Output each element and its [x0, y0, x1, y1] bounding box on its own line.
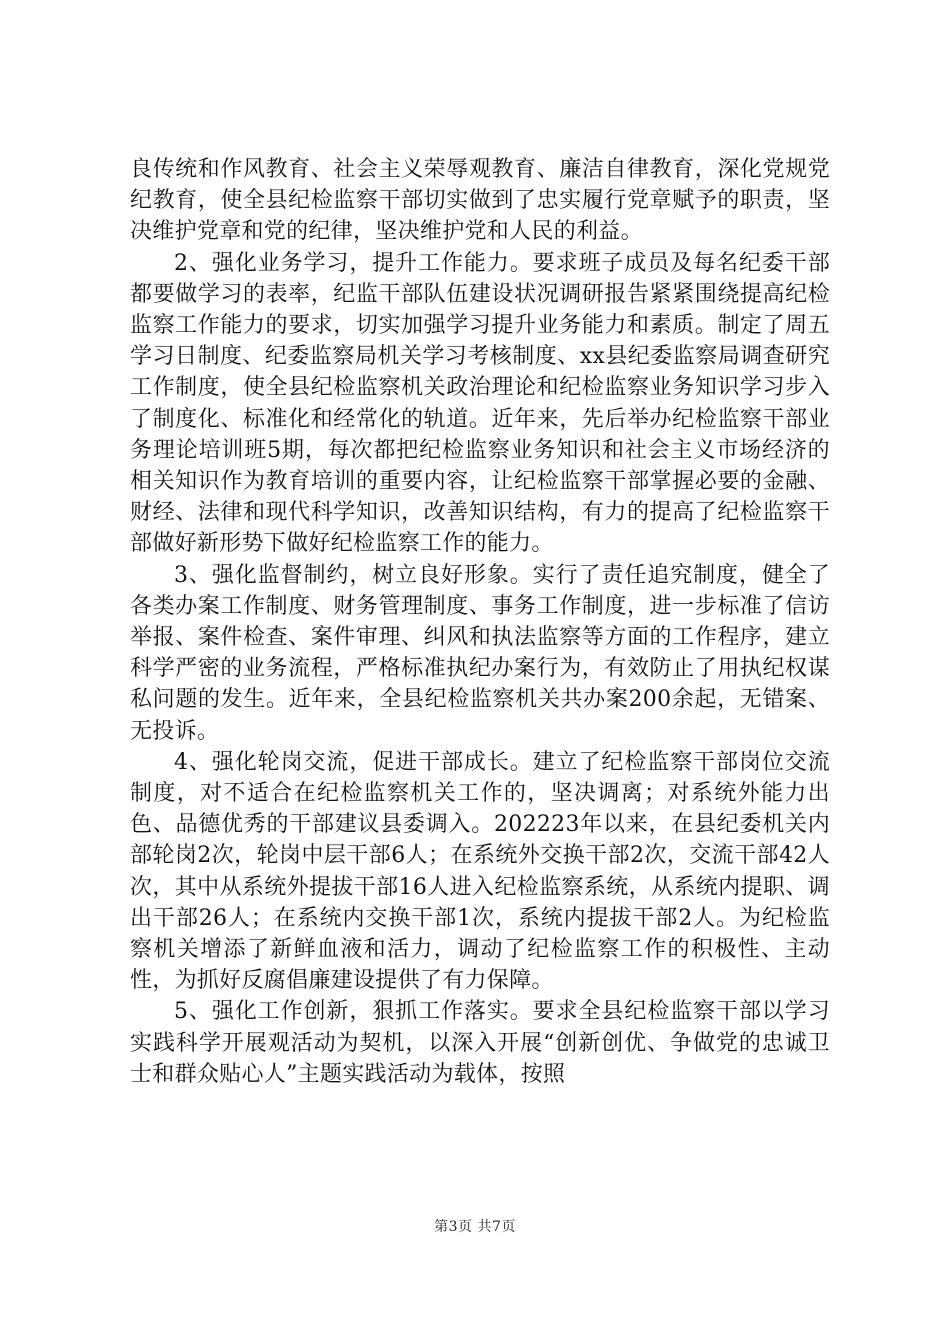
- paragraph-4: 4、强化轮岗交流，促进干部成长。建立了纪检监察干部岗位交流制度，对不适合在纪检监察机关工作的，坚决调离；对系统外能力出色、品德优秀的干部建议县委调入。202223年以来，在县纪委机关内部轮岗2次，轮岗中层干部6人；在系统外交换干部2次，交流干部42人次，其中从系统外提拔干部16人进入纪检监察系统，从系统内提职、调出干部26人；在系统内交换干部1次，系统内提拔干部2人。为纪检监察机关增添了新鲜血液和活力，调动了纪检监察工作的积极性、主动性，为抓好反腐倡廉建设提供了有力保障。: [130, 749, 830, 994]
- paragraph-3: 3、强化监督制约，树立良好形象。实行了责任追究制度，健全了各类办案工作制度、财务管理制度、事务工作制度，进一步标准了信访举报、案件检查、案件审理、纠风和执法监察等方面的工作程序，建立科学严密的业务流程，严格标准执纪办案行为，有效防止了用执纪权谋私问题的发生。近年来，全县纪检监察机关共办案200余起，无错案、无投诉。: [130, 562, 830, 744]
- paragraph-2: 2、强化业务学习，提升工作能力。要求班子成员及每名纪委干部都要做学习的表率，纪监干部队伍建设状况调研报告紧紧围绕提高纪检监察工作能力的要求，切实加强学习提升业务能力和素质。制定了周五学习日制度、纪委监察局机关学习考核制度、xx县纪委监察局调查研究工作制度，使全县纪检监察机关政治理论和纪检监察业务知识学习步入了制度化、标准化和经常化的轨道。近年来，先后举办纪检监察干部业务理论培训班5期，每次都把纪检监察业务知识和社会主义市场经济的相关知识作为教育培训的重要内容，让纪检监察干部掌握必要的金融、财经、法律和现代科学知识，改善知识结构，有力的提高了纪检监察干部做好新形势下做好纪检监察工作的能力。: [130, 250, 830, 557]
- paragraph-5: 5、强化工作创新，狠抓工作落实。要求全县纪检监察干部以学习实践科学开展观活动为契机，以深入开展“创新创优、争做党的忠诚卫士和群众贴心人”主题实践活动为载体，按照: [130, 999, 830, 1087]
- paragraph-1: 良传统和作风教育、社会主义荣辱观教育、廉洁自律教育，深化党规党纪教育，使全县纪检监察干部切实做到了忠实履行党章赋予的职责，坚决维护党章和党的纪律，坚决维护党和人民的利益。: [130, 157, 830, 245]
- page-number-footer: 第3页 共7页: [434, 1219, 516, 1235]
- document-body: [130, 154, 830, 1090]
